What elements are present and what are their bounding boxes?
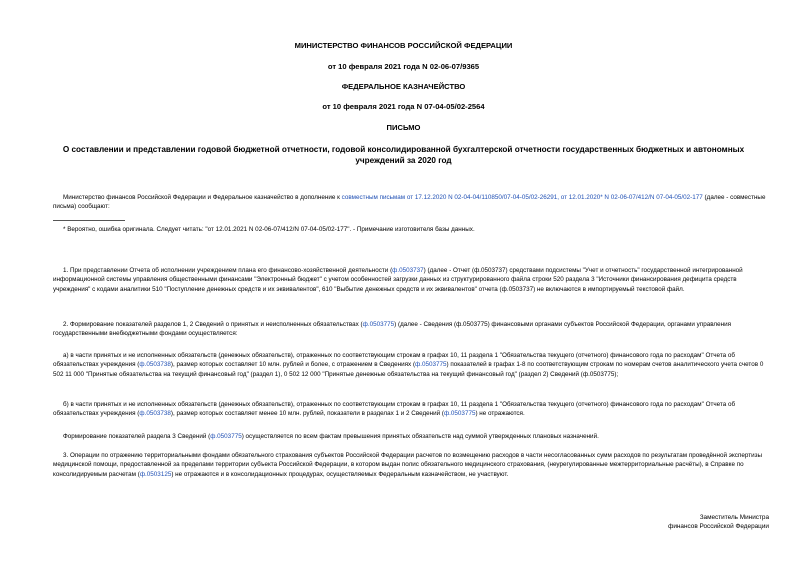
- paragraph-3-text: Формирование показателей раздела 3 Сведений (: [63, 433, 211, 440]
- paragraph-3-text-cont: ) осуществляется по всем фактам превышения принятых обязательств над суммой утвержденных плановых назначений.: [241, 433, 599, 440]
- paragraph-2b: [53, 400, 769, 419]
- document-type: ПИСЬМО: [386, 123, 421, 132]
- form-0503775-link[interactable]: ф.0503775: [444, 410, 476, 418]
- treasury-heading: ФЕДЕРАЛЬНОЕ КАЗНАЧЕЙСТВО: [341, 82, 466, 91]
- form-0503737-link[interactable]: ф.0503737: [392, 267, 424, 274]
- document-title: О составлении и представлении годовой бюджетной отчетности, годовой консолидированной бухгалтерской отчетности государственных бюджетных и автономных учреждений за 2020 год: [62, 145, 745, 165]
- paragraph-1-text-cont: ) (далее - Отчет (ф.0503737) средствами подсистемы "Учет и отчетность" государственной интегрированной информационной системы управления общественными финансами "Электронный бюджет" с учетом особенностей загрузки данных из структурированного файла строки 520 раздела 3 "Источники финансирования дефицита средств учреждения" с кодами аналитики 510 "Поступление денежных средств и их эквивалентов", 610 "Выбытие денежных средств и их эквивалентов" отчета (ф.0503737) не включаются в импортируемый текстовой файл.: [53, 267, 743, 293]
- paragraph-2b-text: б) в части принятых и не исполненных обязательств (денежных обязательств), отраженных по соответствующим строкам в графах 10, 11 раздела 1 "Обязательства текущего (отчетного) финансового года по расходам" Отчета об обязательствах учреждения (: [53, 401, 736, 418]
- paragraph-2: [53, 320, 769, 339]
- paragraph-2a-text-end: ) показателей в графах 1-8 по соответствующим строкам по номерам счетов аналитического учета счетов 0 502 11 000 "Принятые обязательства на текущий финансовый год" (раздел 1), 0 502 12 000 "Принятые денежные обязательства на текущий финансовый год" (раздел 2) Сведений (ф.0503775);: [53, 361, 764, 378]
- intro-paragraph: [53, 193, 769, 212]
- paragraph-2a: [53, 351, 769, 379]
- paragraph-3: [53, 432, 769, 441]
- form-0503775-link[interactable]: ф.0503775: [362, 321, 395, 328]
- form-0503775-link[interactable]: ф.0503775: [210, 433, 242, 440]
- paragraph-1-text: 1. При представлении Отчета об исполнении учреждением плана его финансово-хозяйственной деятельности (: [63, 267, 393, 274]
- form-0503125-link[interactable]: ф.0503125: [139, 470, 172, 478]
- intro-text-after: (далее - совместные письма) сообщают:: [53, 194, 766, 211]
- paragraph-4: [53, 451, 769, 479]
- ministry-heading: МИНИСТЕРСТВО ФИНАНСОВ РОССИЙСКОЙ ФЕДЕРАЦИИ: [294, 41, 513, 50]
- paragraph-1: [53, 266, 769, 294]
- signature-organization: финансов Российской Федерации: [668, 523, 769, 531]
- paragraph-2b-text-end: ) не отражаются.: [475, 410, 525, 418]
- form-0503738-link[interactable]: ф.0503738: [139, 410, 171, 418]
- paragraph-4-text-cont: ) не отражаются и в консолидационных процедурах, осуществляемых Федеральным казначейством, не участвуют.: [171, 470, 509, 478]
- form-0503775-link[interactable]: ф.0503775: [415, 361, 447, 369]
- paragraph-2a-text-cont: ), размер которых составляет 10 млн. рублей и более, с отражением в Сведениях (: [170, 361, 416, 369]
- signature-title: Заместитель Министра: [699, 514, 769, 521]
- paragraph-2b-text-cont: ), размер которых составляет менее 10 млн. рублей, показатели в разделах 1 и 2 Сведений (: [170, 410, 444, 418]
- ministry-date: от 10 февраля 2021 года N 02-06-07/9365: [327, 62, 480, 71]
- form-0503738-link[interactable]: ф.0503738: [139, 361, 171, 369]
- paragraph-2-text-cont: ) (далее - Сведения (ф.0503775) финансовыми органами субъектов Российской Федерации, органами управления государственными внебюджетными фондами осуществляется:: [53, 321, 731, 338]
- paragraph-2a-text: а) в части принятых и не исполненных обязательств (денежных обязательств), отраженных по соответствующим строкам в графах 10, 11 раздела 1 "Обязательства текущего (отчетного) финансового года по расходам" Отчета об обязательствах учреждения (: [53, 352, 736, 369]
- joint-letters-link[interactable]: совместным письмам от 17.12.2020 N 02-04-04/110850/07-04-05/02-26291, от 12.01.2020* N 02-06-07/412/N 07-04-05/02-177: [341, 194, 703, 201]
- paragraph-4-text: 3. Операции по отражению территориальными фондами обязательного страхования субъектов Российской Федерации расчетов по возмещению расходов в части несогласованных сумм расходов по результатам проведённой экспертизы медицинской помощи, предоставленной за пределами территории субъекта Российской Федерации, в котором выдан полис обязательного медицинского страхования, (неурегулированные межтерриториальные расчёты), в Справке по консолидируемым расчетам (: [53, 452, 763, 478]
- treasury-date: от 10 февраля 2021 года N 07-04-05/02-2564: [322, 102, 485, 111]
- paragraph-2-text: 2. Формирование показателей разделов 1, 2 Сведений о принятых и неисполненных обязательствах (: [63, 321, 363, 328]
- signature-block: [668, 513, 769, 532]
- intro-text-before: Министерство финансов Российской Федерации и Федеральное казначейство в дополнение к: [63, 194, 342, 201]
- footnote: * Вероятно, ошибка оригинала. Следует читать: "от 12.01.2021 N 02-06-07/412/N 07-04-05/02-177". - Примечание изготовителя базы данных.: [63, 226, 475, 233]
- footnote-divider: [53, 220, 125, 221]
